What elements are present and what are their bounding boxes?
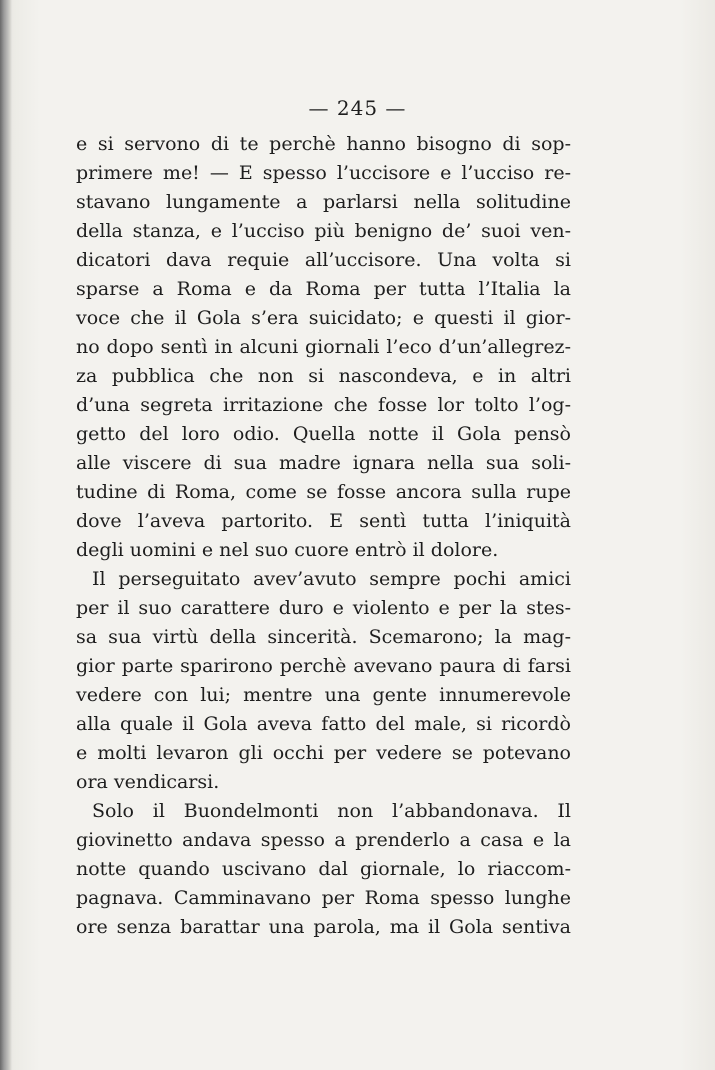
text-line: gior parte sparirono perchè avevano paura di farsi bbox=[76, 655, 571, 677]
text-line: no dopo sentì in alcuni giornali l’eco d’un’allegrez- bbox=[76, 336, 571, 358]
text-line: ore senza barattar una parola, ma il Gola sentiva bbox=[76, 916, 571, 938]
text-line: voce che il Gola s’era suicidato; e questi il gior- bbox=[76, 307, 571, 329]
paragraph-start-line: Solo il Buondelmonti non l’abbandonava. Il bbox=[92, 800, 571, 822]
text-line: tudine di Roma, come se fosse ancora sulla rupe bbox=[76, 481, 571, 503]
text-line: per il suo carattere duro e violento e per la stes- bbox=[76, 597, 571, 619]
text-line: za pubblica che non si nascondeva, e in altri bbox=[76, 365, 571, 387]
text-line: primere me! — E spesso l’uccisore e l’ucciso re- bbox=[76, 162, 571, 184]
text-line: d’una segreta irritazione che fosse lor tolto l’og- bbox=[76, 394, 571, 416]
paragraph-end-line: ora vendicarsi. bbox=[76, 771, 220, 793]
text-line: pagnava. Camminavano per Roma spesso lunghe bbox=[76, 887, 571, 909]
paragraph-start-line: Il perseguitato avev’avuto sempre pochi amici bbox=[92, 568, 571, 590]
text-line: sa sua virtù della sincerità. Scemarono; la mag- bbox=[76, 626, 571, 648]
text-line: della stanza, e l’ucciso più benigno de’ suoi ven- bbox=[76, 220, 571, 242]
text-line: e molti levaron gli occhi per vedere se potevano bbox=[76, 742, 571, 764]
text-line: getto del loro odio. Quella notte il Gola pensò bbox=[76, 423, 571, 445]
book-spine-shadow bbox=[0, 0, 12, 1070]
text-line: dove l’aveva partorito. E sentì tutta l’iniquità bbox=[76, 510, 571, 532]
text-line: notte quando uscivano dal giornale, lo riaccom- bbox=[76, 858, 571, 880]
text-line: dicatori dava requie all’uccisore. Una volta si bbox=[76, 249, 571, 271]
text-line: stavano lungamente a parlarsi nella solitudine bbox=[76, 191, 571, 213]
text-line: alla quale il Gola aveva fatto del male, si ricordò bbox=[76, 713, 571, 735]
text-line: vedere con lui; mentre una gente innumerevole bbox=[76, 684, 571, 706]
text-line: sparse a Roma e da Roma per tutta l’Italia la bbox=[76, 278, 571, 300]
text-line: giovinetto andava spesso a prenderlo a casa e la bbox=[76, 829, 571, 851]
paragraph-end-line: degli uomini e nel suo cuore entrò il dolore. bbox=[76, 539, 499, 561]
body-text bbox=[76, 130, 571, 942]
text-line: alle viscere di sua madre ignara nella sua soli- bbox=[76, 452, 571, 474]
page-number: — 245 — bbox=[308, 96, 407, 120]
text-line: e si servono di te perchè hanno bisogno di sop- bbox=[76, 133, 571, 155]
